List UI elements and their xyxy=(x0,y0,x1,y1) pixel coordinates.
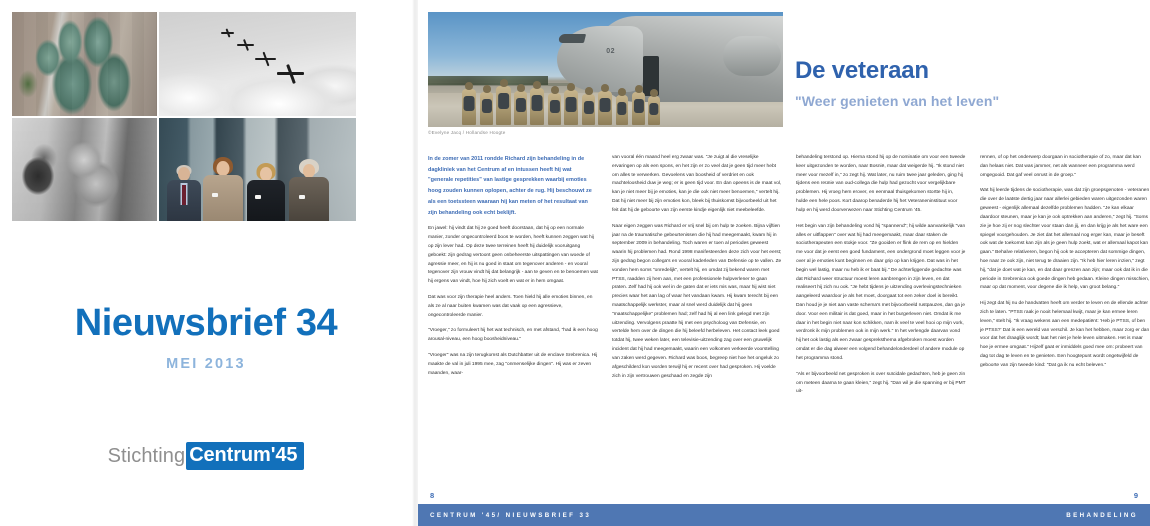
footer-issue-label: CENTRUM '45/ NIEUWSBRIEF 33 xyxy=(430,511,592,519)
article-paragraph: Het begin van zijn behandeling vond hij "spannend"; hij wilde aanvankelijk "van alles er uitflappen" over wat hij had meegemaakt, maar daar staken de sociotherapeuten een stokje voor. "Ze gooiden er flink de rem op en hielden me voor dat je eerst een goed fundament, een ondergrond moet leggen voor je over al je emoties kunt beginnen en daar grip op kan krijgen. Dat was in het begin wel lastig, maar nu heb ik er baat bij." De achterliggende gedachte was dat Richard weer structuur moest leren aanbrengen in zijn leven, en dat realiseert hij zich nu ook. "Je hebt tijdens je uitzending overlevingstechnieken aangeleerd waardoor je als het moet, doorgaat tot een zeker doel is bereikt. Dan houd je je niet aan vaste schema's met bijvoorbeeld rustpauzes, dan ga je door. Voor een militair is dat goed, maar in het burgerleven niet. Omdat ik me daar in het begin niet naar kon schikken, nam ik veel te veel hooi op mijn vork, verdronk ik mijn problemen ook in mijn werk." In het verlengde daarvan vond hij het ook lastig als een zwaar gespreksthema afgebroken moest worden omdat er die dag alweer een volgend behandelonderdeel of andere module op het programma stond. xyxy=(796,223,966,361)
article-paragraph: In de zomer van 2011 rondde Richard zijn behandeling in de dagkliniek van het Centrum af en intussen heeft hij wat "generale repetities" van lastige gesprekken waarbij emoties hoog zouden kunnen oplopen, achter de rug. Hij beschouwt ze als een toetssteen waaraan hij kan meten of het resultaat van zijn behandeling ook echt beklijft. xyxy=(428,156,592,216)
footer-section-label: BEHANDELING xyxy=(1066,511,1138,519)
article-paragraph: "Vroeger," zo formuleert hij het wat technisch, en met afstand, "had ik een hoog arousal-niveau, een hoog boosheidniveau." xyxy=(428,328,598,343)
article-paragraph: behandeling terstond op. Hierna stond hij op de nominatie om voor een tweede keer uitgezonden te worden, naar Bosnië, maar dat weigerde hij. "Ik stond niet meer voor mezelf in," zo zegt hij. Wat later, nu ruim twee jaar geleden, ging hij tijdens een reünie van oud-collega die hulp had gezocht voor vergelijkbare problemen. Hij vroeg hem erover, en eenmaal thuisgekomen stortte hij in, hulde een hele poos. Kort daarop benaderde hij het Veteraneninstituut voor hulp en hij werd doorverwezen naar Stichting Centrum '45. xyxy=(796,155,966,213)
article-column-2 xyxy=(612,154,782,482)
photo-credit: ©Evelyne Jacq / Hollandse Hoogte xyxy=(428,130,506,135)
right-page-article xyxy=(418,0,1150,526)
bronze-sculpture-photo xyxy=(12,12,157,116)
archival-blackwhite-photo xyxy=(12,118,157,221)
newsletter-date: MEI 2013 xyxy=(166,356,246,372)
cover-photo-collage xyxy=(12,12,356,258)
logo-word-centrum: Centrum'45 xyxy=(186,442,304,470)
group-of-people-photo xyxy=(159,118,356,221)
article-headline: De veteraan xyxy=(795,57,929,84)
footer-bar xyxy=(418,504,1150,526)
article-paragraph: "Vroeger" was na zijn terugkomst als Dutchbatter uit de enclave Srebrenica. Hij maakte de val in juli 1995 mee, zag "onmenselijke dingen". Hij was er zeven maanden, waar- xyxy=(428,353,598,376)
logo-word-stichting: Stichting xyxy=(107,444,186,467)
article-column-4 xyxy=(980,154,1150,482)
folio-page-right: 9 xyxy=(1133,491,1138,500)
left-page-cover xyxy=(0,0,412,526)
soldiers-boarding-aircraft-photo xyxy=(428,12,783,127)
article-column-3 xyxy=(796,154,966,482)
article-paragraph: Hij zegt dat hij nu de handvatten heeft om verder te leven en de ellende achter zich te laten. "PTSS raak je nooit helemaal kwijt, maar je kan ermee leren leven," stelt hij. "Ik vraag wekens aan een medepatiënt: 'Heb je PTSS, of ben je PTSS?' Dat is een wereld van verschil. Je kan het hebben, maar zorg er dan voor dat het draaglijk wordt; laat het niet je hele leven uitmaken. Het is maar hoe je ermee omgaat." Hijzelf gaat er inmiddels goed mee om: probeert van dag tot dag te leven en te genieten. Een hoogtepunt wordt ongetwijfeld de geboorte van zijn tweede kind: "Dat ga ik nu echt beleven." xyxy=(980,301,1150,368)
article-paragraph: En jawel: hij vindt dat hij ze goed heeft doorstaan, dat hij op een normale manier, zonder ongecontroleerd boos te worden, heeft kunnen zeggen wat hij op zijn lever had. Op deze twee terreinen heeft hij duidelijk vooruitgang geboekt: zijn gedrag vertoont geen onbeheerste uitspattingen van woede of agressie meer, en hij is nu goed in staat om tegenover anderen - en vooral tegenover zijn vrouw vindt hij dat belangrijk - aan te geven en te benoemen wat hij ergens van vindt, hoe hij zich voelt en wat er in hem omgaat. xyxy=(428,226,598,285)
article-paragraph: Wat hij leerde tijdens de sociotherapie, was dat zijn groepsgenoten - veteranen die over de laatste dertig jaar naar allerlei gebieden waren uitgezonden waren geweest - eigenlijk allemaal dezelfde problemen hadden. "Je kan elkaar daardoor steunen, maar je kan je ook optrekken aan anderen," zegt hij. "Soms zie je hoe zij er nog slechter voor staan dan jij, en dan krijg je als het ware een spiegel voorgehouden. Je ziet dat het allemaal nog erger kan, maar je beseft ook wat de toekomst kan zijn als je geen hulp zoekt, wat er allemaal kapot kan gaan." Behalve relativeren, begon hij ook te accepteren dat sommige dingen, hoe naar ze ook zijn, niet terug te draaien zijn. "Ik heb hier leren inzien," zegt hij, "dat je doet wat je kan, en dat daar grenzen aan zijn; maar ook dat ik in die periode in Srebrenica ook goede dingen heb gedaan. Kleine dingen misschien, maar op dat moment, voor degene die ik help, van groot belang." xyxy=(980,188,1150,291)
article-subheadline: "Weer genieten van het leven" xyxy=(795,93,1000,110)
cover-title-block xyxy=(0,304,412,372)
article-paragraph: van vooral één maand heel erg zwaar was. "Je zuigt al die vreselijke ervaringen op als een spons, en het zijn er zo veel dat je geen tijd meer hebt om alles te verwerken. Gevoelens van boosheid of verdriet en ook machteloosheid duw je weg; er is geen tijd voor. En dan opeens is de maat vol, kan je niet meer bij je emoties, kan je die ook niet meer benoemen," vertelt hij. Dat hij niet meer bij zijn emoties kon, bleek bij thuiskomst bijvoorbeeld uit het feit dat hij de geboorte van zijn eerste kindje eigenlijk niet meebeleefde. xyxy=(612,155,782,213)
aircraft-number: 02 xyxy=(606,48,615,55)
article-paragraph: "Als er bijvoorbeeld net gesproken is over suïcidale gedachten, heb je geen zin om meteen daarna te gaan kleien," zegt hij. "Dan wil je die spanning er bij PMT uit- xyxy=(796,371,966,395)
newsletter-title: Nieuwsbrief 34 xyxy=(74,302,338,344)
article-header xyxy=(795,58,1145,109)
article-paragraph: Naar eigen zeggen was Richard er vrij snel bij om hulp te zoeken. Bijna vijftien jaar na de traumatische gebeurtenissen die hij had meegemaakt, kwam hij in september 2009 in behandeling. Toch waren er toen al periodes geweest waarin hij problemen had. Rond 1998 manifesteerden deze zich voor het eerst; zijn gedrag begon collega's en vooral kaderleden van Defensie op te vallen. Ze vonden hem soms "onredelijk", vertelt hij, en omdat zij bekend waren met PTSS, raadden zij hem aan, met een professionele hulpverlener te gaan praten. Zelf had hij ook wel in de gaten dat er iets mis was, maar hij wist niet precies waar het aan lag of waar het vandaan kwam. Hij kwam terecht bij een maatschappelijk werkster, maar al snel werd duidelijk dat hij geen "maatschappelijke" problemen had; zelf had hij al een link gelegd met zijn uitzending. Vervolgens praatte hij met een psycholoog van Defensie, en vertelde hem over de dingen die hij beleefd herbeleven. Het contact leek goed totdat hij, twee weken later, een televisie-uitzending zag over een gruwelijk incident dat hij had meegemaakt, waarin een volkomen verkeerde voorstelling van zaken werd gegeven. Richard was boos, begreep niet hoe het ongeluk zo afgeschilderd kon worden terwijl hij er recent over had gesproken. Hij voelde zich in zijn vertrouwen geschaad en zegde zijn xyxy=(612,223,782,379)
wwii-bombers-photo xyxy=(159,12,356,116)
folio-page-left: 8 xyxy=(430,491,435,500)
article-columns xyxy=(428,154,1150,482)
article-column-1 xyxy=(428,154,598,482)
article-paragraph: Dat was voor zijn therapie heel anders. Toen hield hij alle emoties binnen, en als ze al naar buiten kwamen was dat vaak op een agressieve, ongecontroleerde manier. xyxy=(428,295,593,318)
organisation-logo xyxy=(0,442,412,470)
article-paragraph: rennen, of op het onderwerp doorgaan in sociotherapie of zo, maar dat kan dan helaas niet. Dat was jammer, net als wanneer een programma werd omgegooid. Dat gaf veel onrust in de groep." xyxy=(980,155,1141,178)
cockpit-window-icon xyxy=(558,34,586,43)
